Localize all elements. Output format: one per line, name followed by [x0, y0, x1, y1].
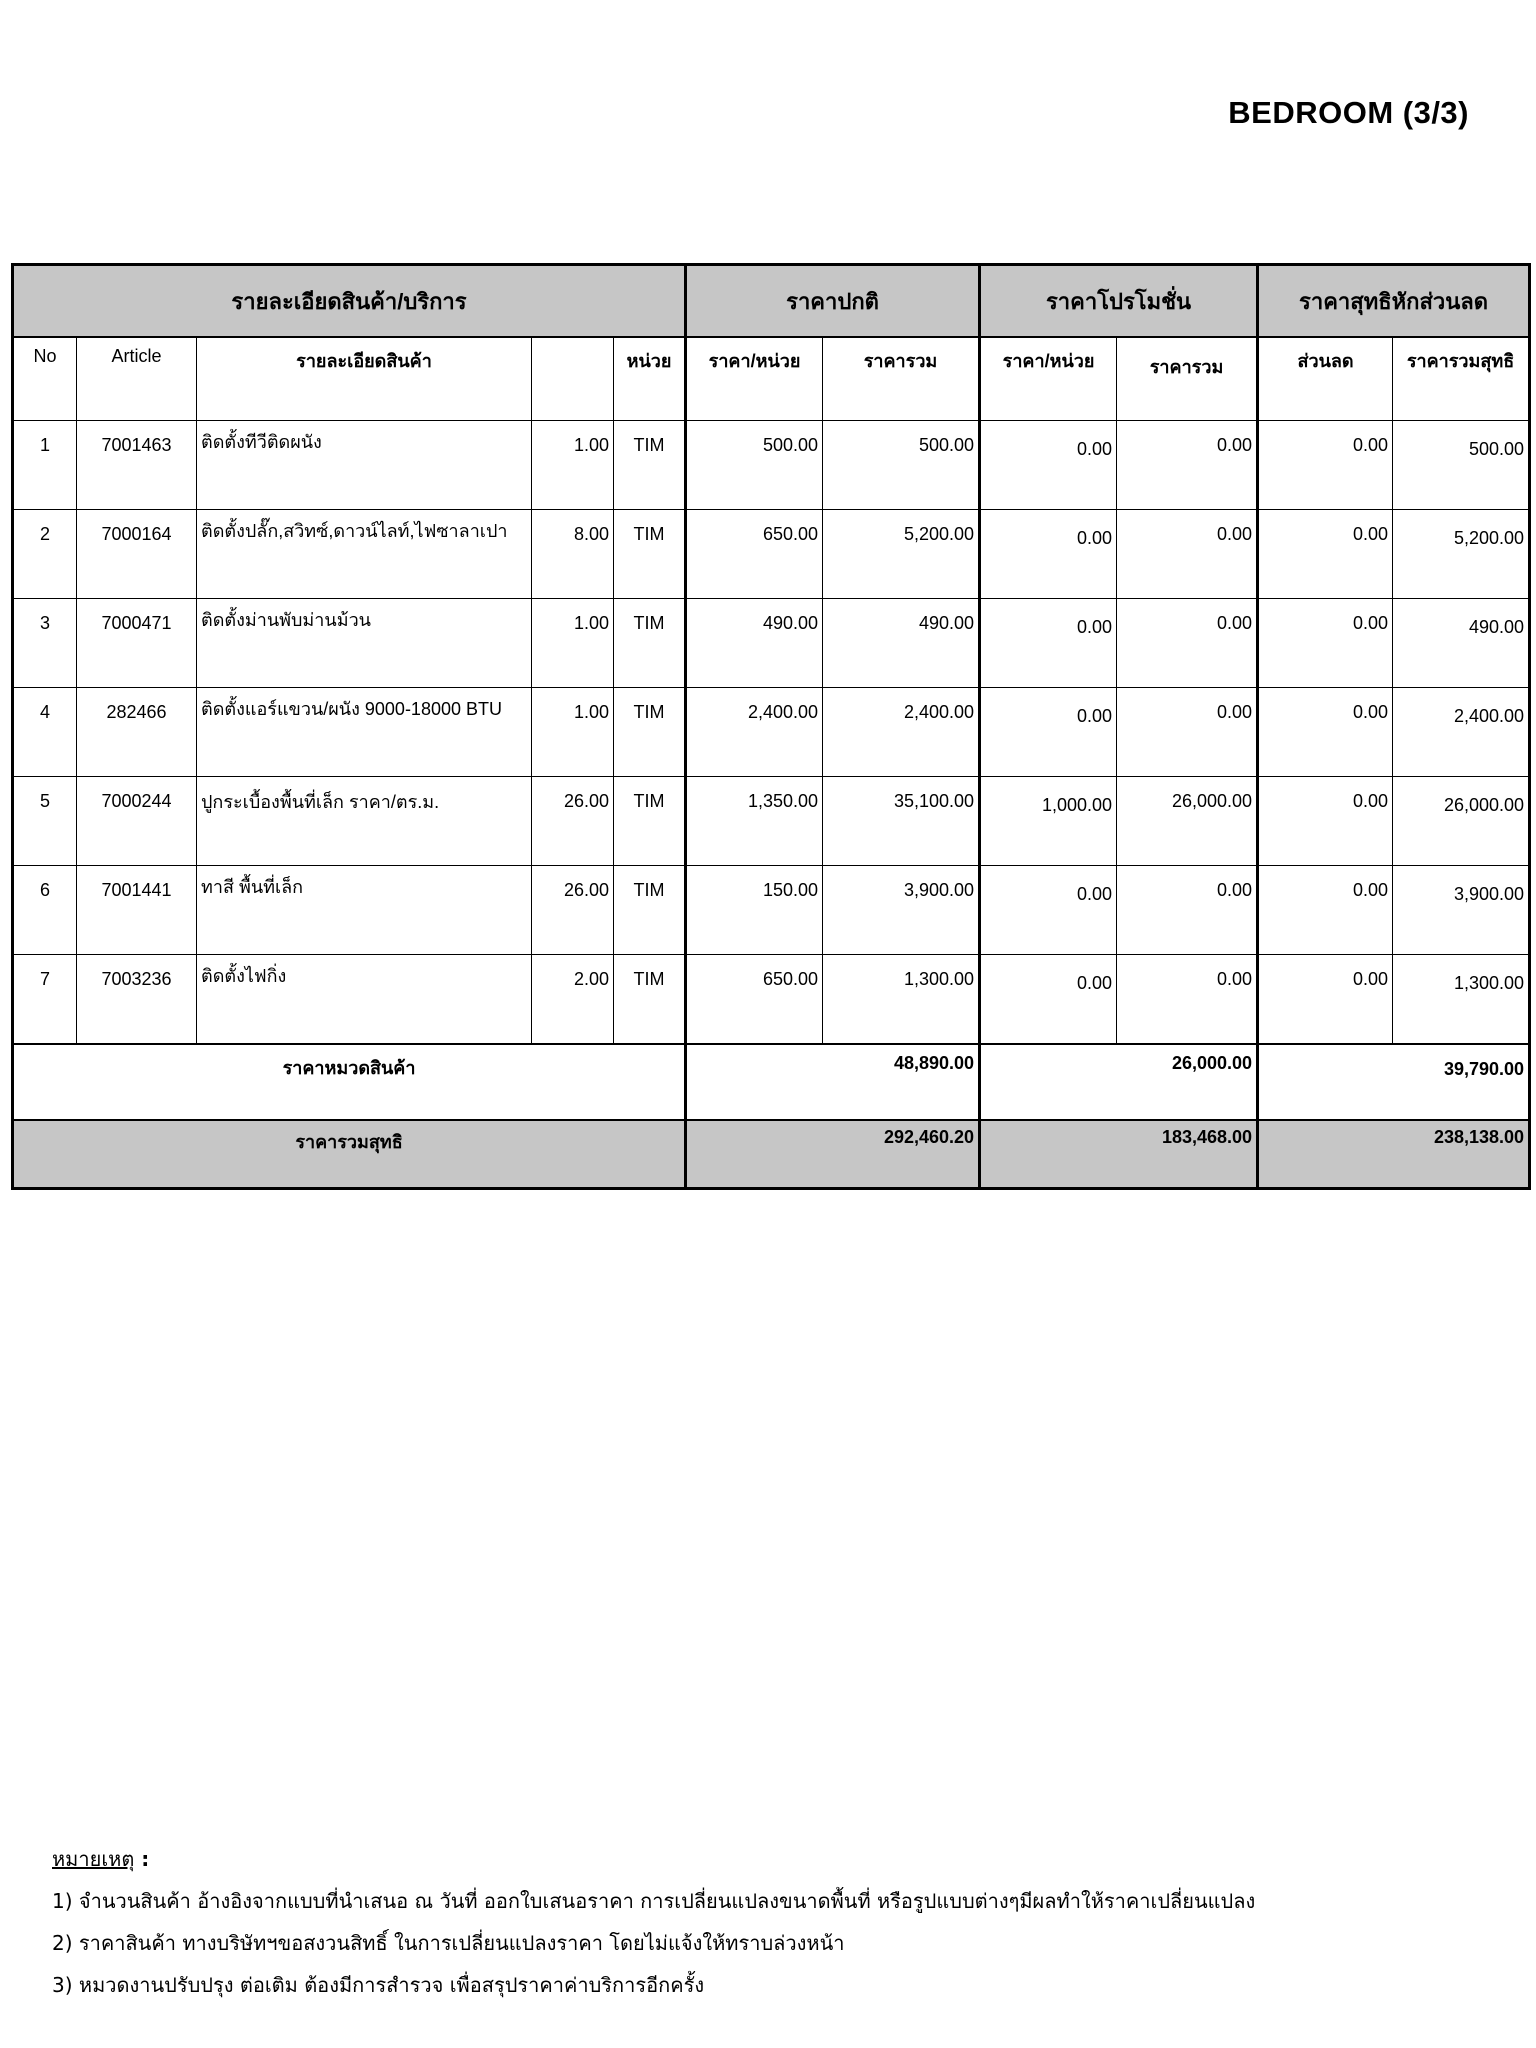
col-header-promo-unit-price: ราคา/หน่วย — [980, 337, 1117, 421]
subtotal-regular: 48,890.00 — [686, 1044, 980, 1120]
table-row — [13, 599, 1530, 688]
cell-net-total: 2,400.00 — [1393, 688, 1530, 777]
cell-description: ปูกระเบื้องพื้นที่เล็ก ราคา/ตร.ม. — [197, 777, 532, 866]
cell-description: ติดตั้งปลั๊ก,สวิทซ์,ดาวน์ไลท์,ไฟซาลาเปา — [197, 510, 532, 599]
cell-qty: 1.00 — [532, 688, 614, 777]
table-row — [13, 955, 1530, 1045]
cell-no: 4 — [13, 688, 77, 777]
cell-unit: TIM — [614, 955, 686, 1045]
col-header-net-total: ราคารวมสุทธิ — [1393, 337, 1530, 421]
cell-promo-total: 0.00 — [1117, 510, 1258, 599]
cell-net-total: 1,300.00 — [1393, 955, 1530, 1045]
cell-regular-total: 35,100.00 — [823, 777, 980, 866]
cell-regular-unit-price: 1,350.00 — [686, 777, 823, 866]
cell-promo-total: 0.00 — [1117, 688, 1258, 777]
quotation-table — [11, 263, 1531, 1190]
cell-promo-total: 0.00 — [1117, 599, 1258, 688]
cell-unit: TIM — [614, 510, 686, 599]
cell-promo-total: 0.00 — [1117, 866, 1258, 955]
cell-promo-unit-price: 0.00 — [980, 866, 1117, 955]
note-item: 2) ราคาสินค้า ทางบริษัทฯขอสงวนสิทธิ์ ในการเปลี่ยนแปลงราคา โดยไม่แจ้งให้ทราบล่วงหน้า — [52, 1931, 845, 1955]
col-header-promo-total: ราคารวม — [1117, 337, 1258, 421]
grand-total-row — [13, 1120, 1530, 1189]
cell-discount: 0.00 — [1258, 421, 1393, 510]
notes-heading-line — [52, 1838, 1255, 1880]
grand-total-label: ราคารวมสุทธิ — [13, 1120, 686, 1189]
note-item: 3) หมวดงานปรับปรุง ต่อเติม ต้องมีการสำรวจ เพื่อสรุปราคาค่าบริการอีกครั้ง — [52, 1973, 705, 1997]
cell-qty: 2.00 — [532, 955, 614, 1045]
col-header-discount: ส่วนลด — [1258, 337, 1393, 421]
cell-unit: TIM — [614, 421, 686, 510]
cell-regular-total: 3,900.00 — [823, 866, 980, 955]
cell-unit: TIM — [614, 688, 686, 777]
column-header-row — [13, 337, 1530, 421]
cell-description: ทาสี พื้นที่เล็ก — [197, 866, 532, 955]
col-header-regular-total: ราคารวม — [823, 337, 980, 421]
group-header-promo: ราคาโปรโมชั่น — [980, 265, 1258, 338]
cell-discount: 0.00 — [1258, 599, 1393, 688]
subtotal-label: ราคาหมวดสินค้า — [13, 1044, 686, 1120]
group-header-details: รายละเอียดสินค้า/บริการ — [13, 265, 686, 338]
cell-regular-total: 500.00 — [823, 421, 980, 510]
cell-description: ติดตั้งทีวีติดผนัง — [197, 421, 532, 510]
col-header-article: Article — [77, 337, 197, 421]
cell-article: 7003236 — [77, 955, 197, 1045]
cell-net-total: 5,200.00 — [1393, 510, 1530, 599]
subtotal-promo: 26,000.00 — [980, 1044, 1258, 1120]
page-title: BEDROOM (3/3) — [1228, 95, 1469, 130]
table-row — [13, 510, 1530, 599]
col-header-description: รายละเอียดสินค้า — [197, 337, 532, 421]
group-header-row — [13, 265, 1530, 338]
cell-discount: 0.00 — [1258, 688, 1393, 777]
cell-promo-unit-price: 0.00 — [980, 421, 1117, 510]
col-header-qty — [532, 337, 614, 421]
cell-unit: TIM — [614, 599, 686, 688]
cell-article: 282466 — [77, 688, 197, 777]
cell-promo-unit-price: 0.00 — [980, 955, 1117, 1045]
grand-total-promo: 183,468.00 — [980, 1120, 1258, 1189]
table-row — [13, 688, 1530, 777]
cell-qty: 8.00 — [532, 510, 614, 599]
cell-discount: 0.00 — [1258, 777, 1393, 866]
cell-no: 5 — [13, 777, 77, 866]
cell-no: 3 — [13, 599, 77, 688]
cell-description: ติดตั้งม่านพับม่านม้วน — [197, 599, 532, 688]
table-row — [13, 866, 1530, 955]
cell-regular-unit-price: 650.00 — [686, 955, 823, 1045]
cell-no: 6 — [13, 866, 77, 955]
cell-promo-total: 0.00 — [1117, 955, 1258, 1045]
cell-net-total: 500.00 — [1393, 421, 1530, 510]
cell-discount: 0.00 — [1258, 866, 1393, 955]
notes-colon: : — [134, 1847, 150, 1871]
cell-promo-unit-price: 0.00 — [980, 510, 1117, 599]
cell-regular-unit-price: 2,400.00 — [686, 688, 823, 777]
cell-net-total: 490.00 — [1393, 599, 1530, 688]
cell-promo-unit-price: 0.00 — [980, 599, 1117, 688]
cell-qty: 26.00 — [532, 866, 614, 955]
cell-article: 7000164 — [77, 510, 197, 599]
cell-regular-total: 490.00 — [823, 599, 980, 688]
cell-article: 7000471 — [77, 599, 197, 688]
cell-regular-unit-price: 650.00 — [686, 510, 823, 599]
note-item: 1) จำนวนสินค้า อ้างอิงจากแบบที่นำเสนอ ณ วันที่ ออกใบเสนอราคา การเปลี่ยนแปลงขนาดพื้นที่ หรือรูปแบบต่างๆมีผลทำให้ราคาเปลี่ยนแปลง — [52, 1889, 1256, 1913]
cell-qty: 1.00 — [532, 421, 614, 510]
col-header-regular-unit-price: ราคา/หน่วย — [686, 337, 823, 421]
cell-article: 7000244 — [77, 777, 197, 866]
cell-no: 2 — [13, 510, 77, 599]
group-header-net: ราคาสุทธิหักส่วนลด — [1258, 265, 1530, 338]
cell-discount: 0.00 — [1258, 955, 1393, 1045]
cell-regular-unit-price: 500.00 — [686, 421, 823, 510]
cell-no: 1 — [13, 421, 77, 510]
grand-total-regular: 292,460.20 — [686, 1120, 980, 1189]
cell-promo-unit-price: 0.00 — [980, 688, 1117, 777]
cell-qty: 26.00 — [532, 777, 614, 866]
cell-unit: TIM — [614, 777, 686, 866]
cell-regular-unit-price: 490.00 — [686, 599, 823, 688]
cell-discount: 0.00 — [1258, 510, 1393, 599]
category-subtotal-row — [13, 1044, 1530, 1120]
cell-unit: TIM — [614, 866, 686, 955]
group-header-regular: ราคาปกติ — [686, 265, 980, 338]
cell-description: ติดตั้งแอร์แขวน/ผนัง 9000-18000 BTU — [197, 688, 532, 777]
cell-description: ติดตั้งไฟกิ่ง — [197, 955, 532, 1045]
subtotal-net: 39,790.00 — [1258, 1044, 1530, 1120]
grand-total-net: 238,138.00 — [1258, 1120, 1530, 1189]
cell-article: 7001463 — [77, 421, 197, 510]
cell-article: 7001441 — [77, 866, 197, 955]
col-header-no: No — [13, 337, 77, 421]
cell-net-total: 26,000.00 — [1393, 777, 1530, 866]
cell-promo-total: 0.00 — [1117, 421, 1258, 510]
cell-qty: 1.00 — [532, 599, 614, 688]
table-row — [13, 421, 1530, 510]
cell-promo-unit-price: 1,000.00 — [980, 777, 1117, 866]
table-row — [13, 777, 1530, 866]
cell-regular-total: 2,400.00 — [823, 688, 980, 777]
cell-promo-total: 26,000.00 — [1117, 777, 1258, 866]
cell-regular-total: 5,200.00 — [823, 510, 980, 599]
notes-heading: หมายเหตุ — [52, 1847, 135, 1871]
cell-regular-total: 1,300.00 — [823, 955, 980, 1045]
notes-section — [52, 1838, 1255, 2006]
cell-no: 7 — [13, 955, 77, 1045]
col-header-unit: หน่วย — [614, 337, 686, 421]
cell-regular-unit-price: 150.00 — [686, 866, 823, 955]
cell-net-total: 3,900.00 — [1393, 866, 1530, 955]
